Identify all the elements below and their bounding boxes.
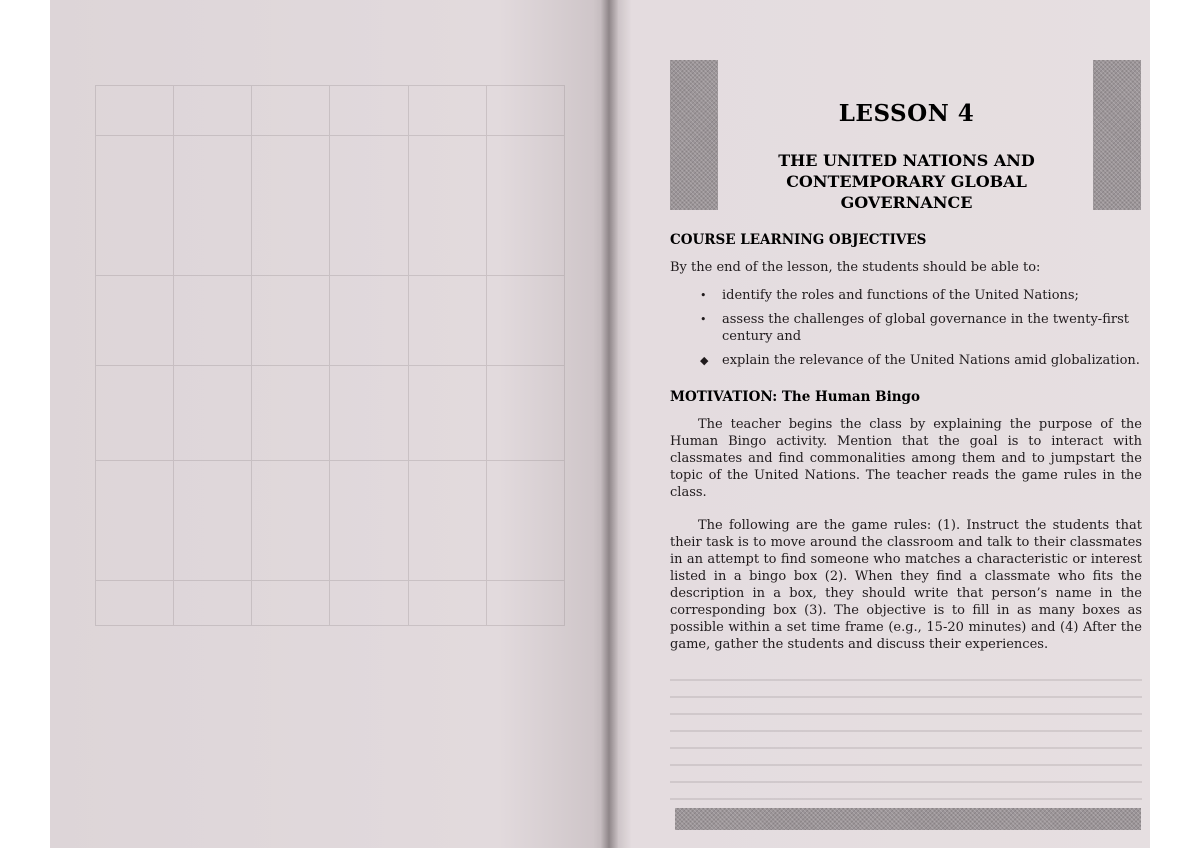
- decorative-block-left: [670, 60, 718, 210]
- lesson-subtitle-line: GOVERNANCE: [840, 193, 973, 212]
- objectives-intro: By the end of the lesson, the students should be able to:: [670, 260, 1041, 275]
- bullet-icon: •: [700, 313, 707, 326]
- objectives-heading: COURSE LEARNING OBJECTIVES: [670, 232, 927, 248]
- lesson-subtitle: [730, 150, 1083, 213]
- list-item: [700, 352, 1142, 369]
- bullet-icon: ◆: [700, 354, 709, 367]
- objective-text: assess the challenges of global governance in the twenty-first century and: [722, 312, 1129, 344]
- objective-text: identify the roles and functions of the United Nations;: [722, 288, 1079, 303]
- list-item: [700, 287, 1142, 304]
- lesson-subtitle-line: CONTEMPORARY GLOBAL: [786, 172, 1027, 191]
- bleed-through-text: [670, 670, 1142, 800]
- motivation-paragraph: The teacher begins the class by explaining the purpose of the Human Bingo activity. Mention that the goal is to interact with classmates and find commonalities among them and to jumpstart the topic of the United Nations. The teacher reads the game rules in the class.: [670, 417, 1142, 500]
- bleed-through-table: [95, 85, 565, 625]
- bullet-icon: •: [700, 289, 707, 302]
- rules-paragraph: The following are the game rules: (1). Instruct the students that their task is to move around the classroom and talk to their classmates in an attempt to find someone who matches a characteristic or interest listed in a bingo box (2). When they find a classmate who fits the description in a box, they should write that person’s name in the corresponding box (3). The objective is to fill in as many boxes as possible within a set time frame (e.g., 15-20 minutes) and (4) After the game, gather the students and discuss their experiences.: [670, 518, 1142, 652]
- book-gutter: [600, 0, 618, 848]
- lesson-title: LESSON 4: [838, 100, 975, 127]
- decorative-footer-band: [675, 808, 1141, 830]
- decorative-block-right: [1093, 60, 1141, 210]
- motivation-heading: MOTIVATION: The Human Bingo: [670, 389, 920, 405]
- objective-text: explain the relevance of the United Nations amid globalization.: [722, 353, 1140, 368]
- lesson-subtitle-line: THE UNITED NATIONS AND: [778, 151, 1035, 170]
- list-item: [700, 311, 1142, 345]
- objectives-list: [700, 287, 1142, 376]
